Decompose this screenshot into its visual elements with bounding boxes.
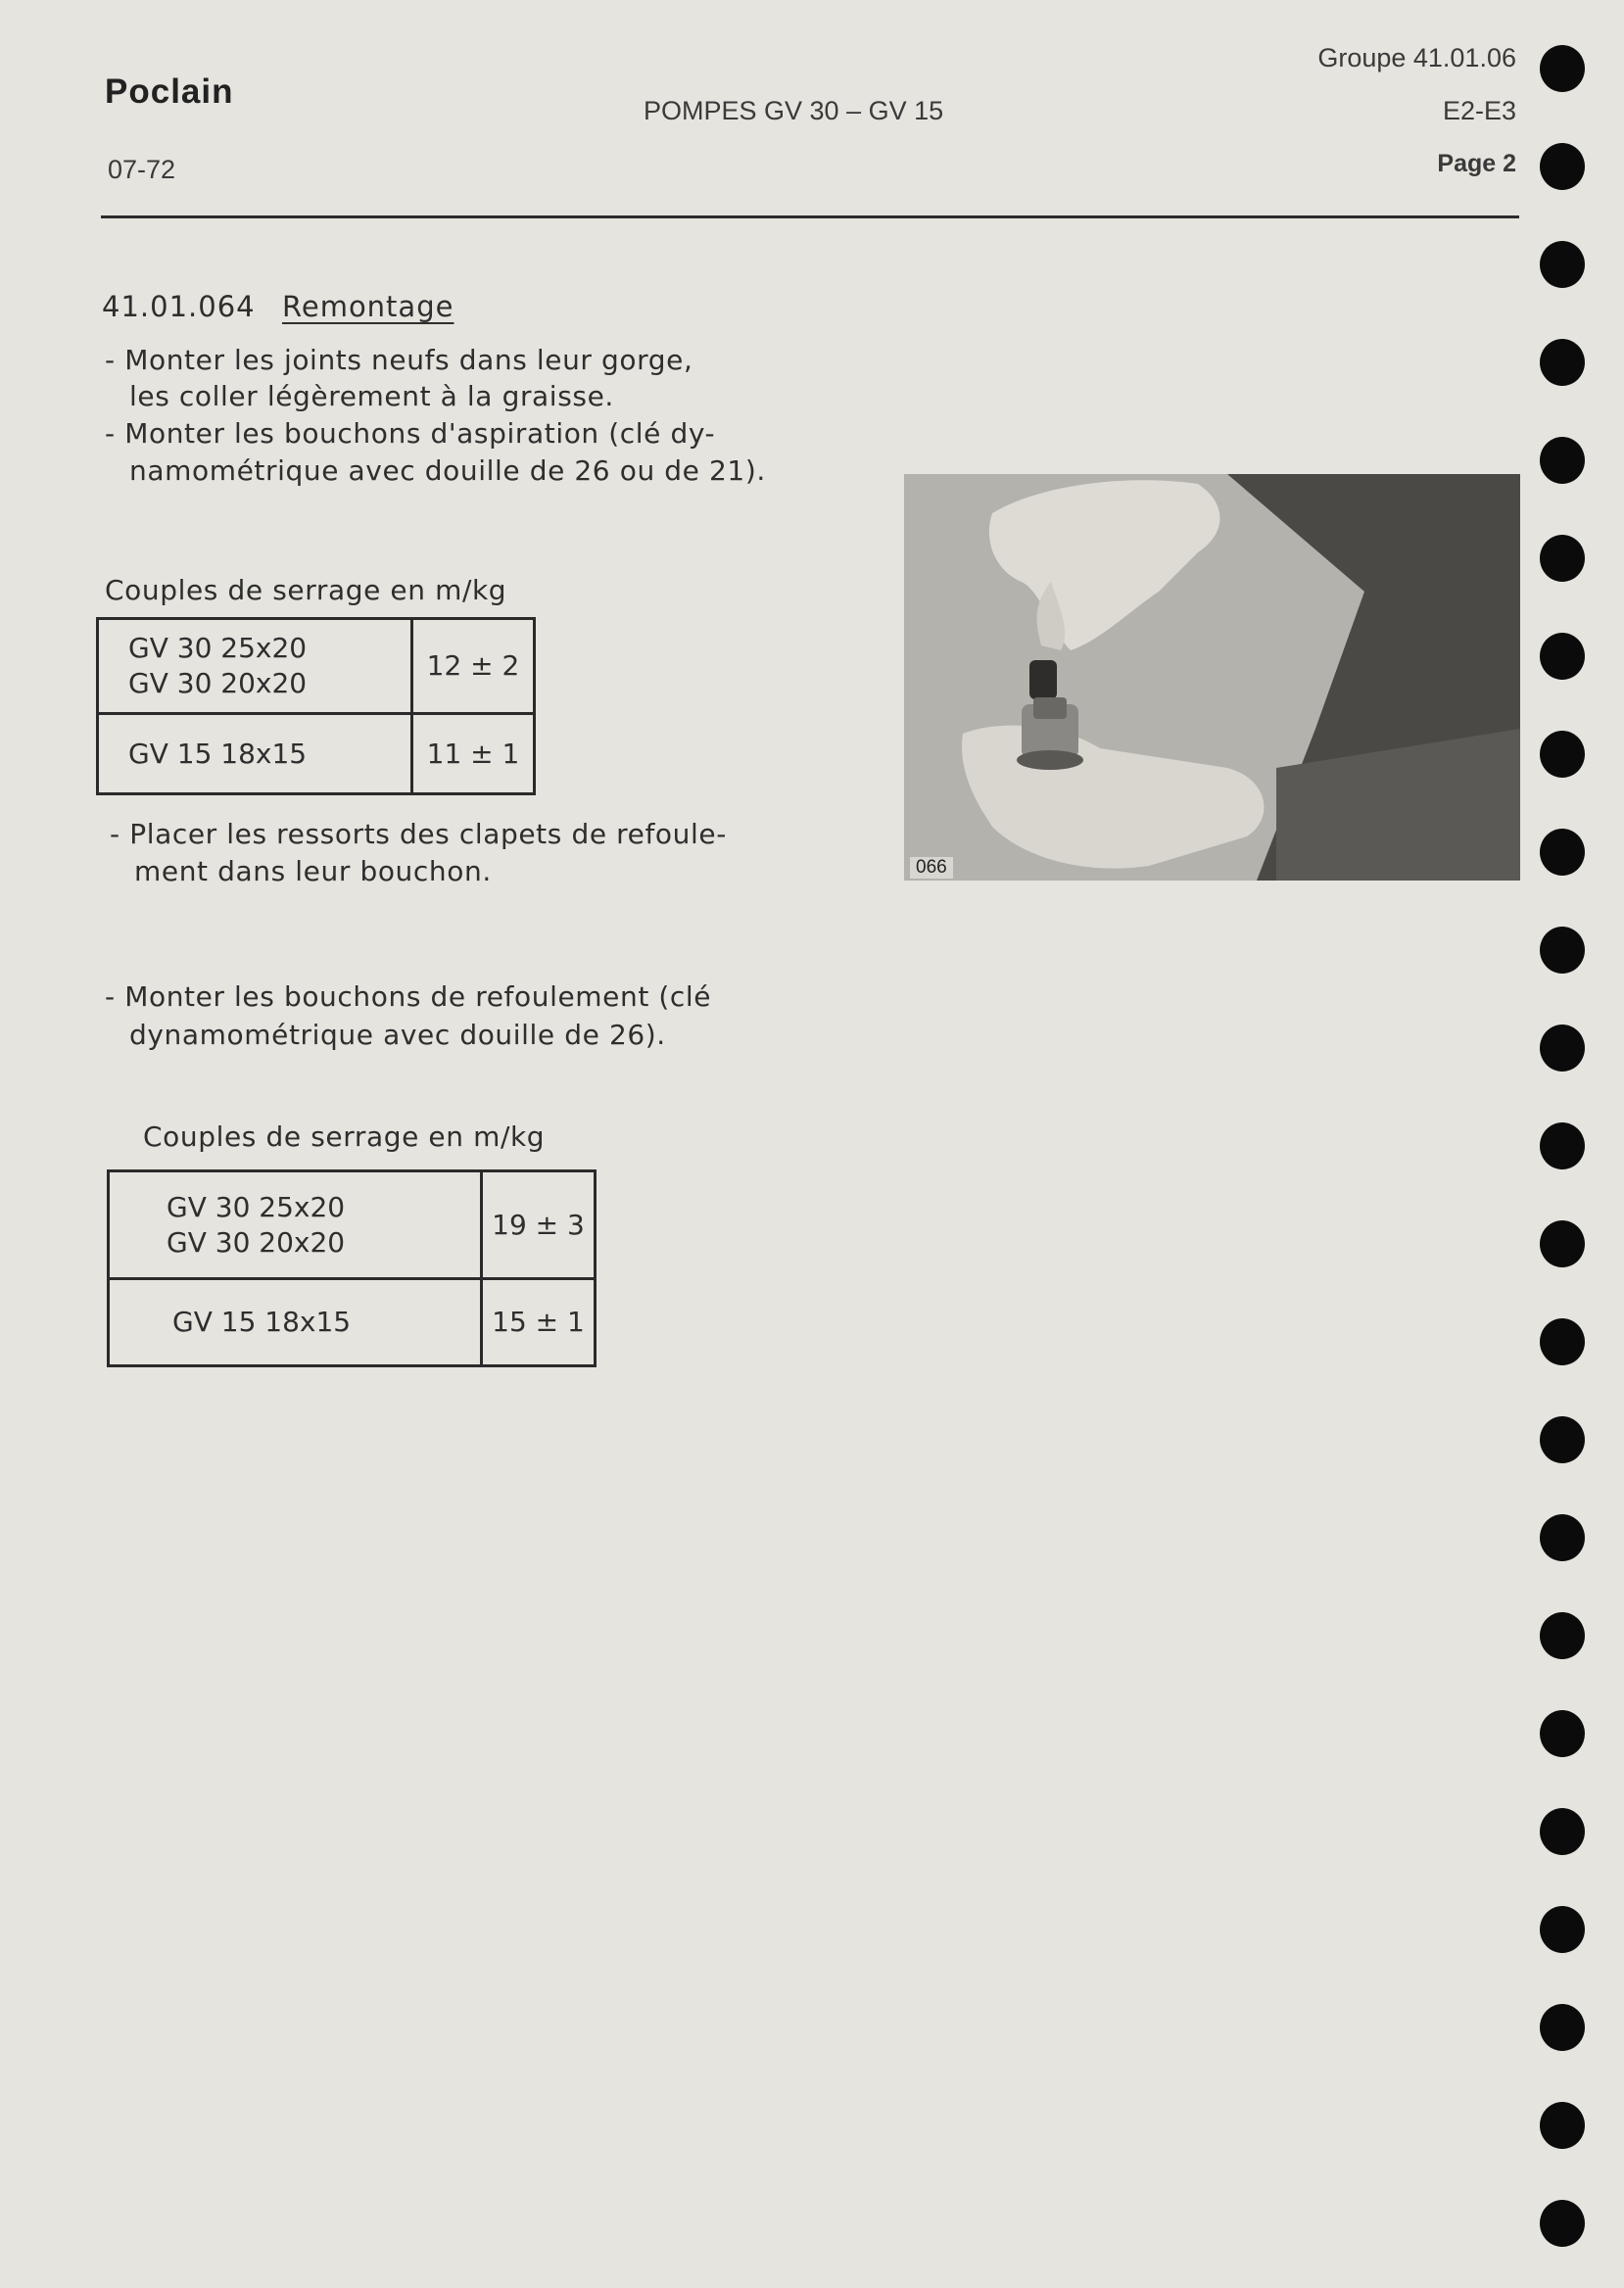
- assembly-photo: [904, 474, 1520, 881]
- brand-logo: Poclain: [105, 72, 234, 111]
- document-code: E2-E3: [1442, 96, 1516, 125]
- header-rule: [101, 215, 1519, 218]
- step-line: - Monter les joints neufs dans leur gorge,: [105, 344, 693, 376]
- binder-hole-icon: [1540, 339, 1585, 386]
- table-cell: [98, 619, 412, 714]
- binder-hole-icon: [1540, 437, 1585, 484]
- torque-value: 19 ± 3: [482, 1171, 596, 1279]
- binder-hole-icon: [1540, 927, 1585, 974]
- binder-hole-icon: [1540, 633, 1585, 680]
- step-line: dynamométrique avec douille de 26).: [129, 1019, 666, 1051]
- binder-hole-icon: [1540, 1906, 1585, 1953]
- binder-hole-icon: [1540, 1416, 1585, 1463]
- binder-hole-icon: [1540, 535, 1585, 582]
- section-title: Remontage: [282, 290, 454, 323]
- table2-caption: Couples de serrage en m/kg: [143, 1120, 546, 1153]
- torque-table-2: [107, 1169, 597, 1367]
- binder-hole-icon: [1540, 143, 1585, 190]
- binder-hole-icon: [1540, 829, 1585, 876]
- document-title: POMPES GV 30 – GV 15: [644, 96, 944, 125]
- model-label: GV 30 20x20: [167, 1225, 346, 1259]
- model-label: GV 30 25x20: [167, 1190, 346, 1223]
- model-label: GV 30 25x20: [128, 632, 308, 664]
- binder-hole-icon: [1540, 1318, 1585, 1365]
- binder-hole-icon: [1540, 1612, 1585, 1659]
- model-label: GV 30 20x20: [128, 667, 308, 699]
- binder-hole-icon: [1540, 1710, 1585, 1757]
- binder-hole-icon: [1540, 1025, 1585, 1072]
- model-label: GV 15 18x15: [109, 1279, 482, 1366]
- binder-hole-icon: [1540, 1808, 1585, 1855]
- section-number: 41.01.064: [102, 290, 256, 323]
- binder-hole-icon: [1540, 1220, 1585, 1267]
- binder-hole-icon: [1540, 731, 1585, 778]
- model-label: GV 15 18x15: [98, 714, 412, 794]
- table1-caption: Couples de serrage en m/kg: [105, 574, 507, 606]
- page-number: Page 2: [1437, 150, 1516, 177]
- binder-hole-icon: [1540, 1122, 1585, 1169]
- table-cell: [109, 1171, 482, 1279]
- hands-illustration: [904, 474, 1520, 881]
- binder-hole-icon: [1540, 2200, 1585, 2247]
- step-line: - Monter les bouchons d'aspiration (clé dy-: [105, 417, 716, 450]
- step-line: - Monter les bouchons de refoulement (clé: [105, 980, 712, 1013]
- document-date: 07-72: [108, 155, 176, 184]
- torque-value: 11 ± 1: [412, 714, 535, 794]
- binder-hole-icon: [1540, 241, 1585, 288]
- binder-hole-icon: [1540, 2102, 1585, 2149]
- torque-value: 12 ± 2: [412, 619, 535, 714]
- binder-hole-icon: [1540, 2004, 1585, 2051]
- group-number: Groupe 41.01.06: [1317, 43, 1516, 72]
- binder-hole-icon: [1540, 45, 1585, 92]
- torque-value: 15 ± 1: [482, 1279, 596, 1366]
- binder-hole-icon: [1540, 1514, 1585, 1561]
- step-line: ment dans leur bouchon.: [134, 855, 492, 887]
- photo-label: 066: [910, 857, 953, 879]
- torque-table-1: [96, 617, 536, 795]
- step-line: les coller légèrement à la graisse.: [129, 380, 614, 412]
- step-line: - Placer les ressorts des clapets de refoule-: [110, 818, 727, 850]
- step-line: namométrique avec douille de 26 ou de 21).: [129, 454, 766, 487]
